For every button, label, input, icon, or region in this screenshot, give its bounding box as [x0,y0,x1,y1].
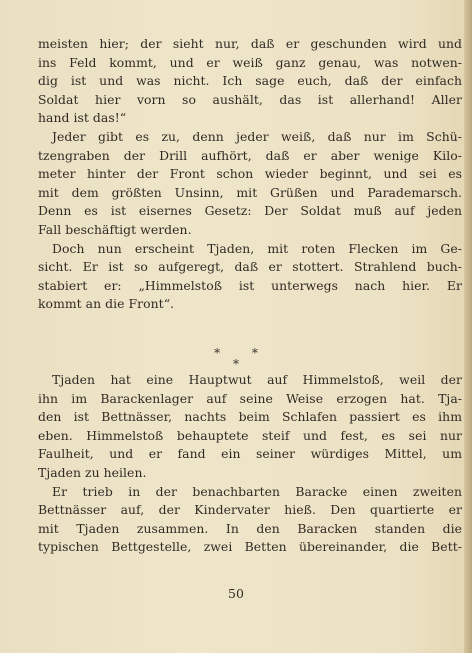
text-line: ins Feld kommt, und er weiß ganz genau, was notwen- [38,54,462,70]
text-line: ihn im Barackenlager auf seine Weise erzogen hat. Tja- [38,390,462,406]
text-line: Bettnässer auf, der Kindervater hieß. Den quartierte er [38,502,462,518]
asterism-row: * * [214,346,272,360]
text-block-bottom [38,371,462,557]
text-block-top [38,35,462,314]
text-line: Soldat hier vorn so aushält, das ist allerhand! Aller [38,91,462,107]
text-line: Tjaden zu heilen. [38,464,147,480]
page-number: 50 [228,586,244,601]
book-spine-shadow [464,0,472,653]
text-line: Denn es ist eisernes Gesetz: Der Soldat muß auf jeden [38,203,462,219]
text-line: dig ist und was nicht. Ich sage euch, daß der einfach [38,73,462,89]
text-line: meisten hier; der sieht nur, daß er geschunden wird und [38,36,462,51]
section-break-asterism [0,348,472,370]
text-line: meter hinter der Front schon wieder beginnt, und sei es [38,166,462,182]
asterism-row: * [233,357,239,371]
text-line: mit Tjaden zusammen. In den Baracken standen die [38,520,462,536]
text-line: Er trieb in der benachbarten Baracke einen zweiten [52,483,462,499]
text-line: sicht. Er ist so aufgeregt, daß er stottert. Strahlend buch- [38,259,462,275]
text-line: tzengraben der Drill aufhört, daß er aber wenige Kilo- [38,147,462,163]
text-line: Tjaden hat eine Hauptwut auf Himmelstoß, weil der [52,372,462,387]
text-line: Jeder gibt es zu, denn jeder weiß, daß nur im Schü- [52,128,462,144]
text-line: Faulheit, und er fand ein seiner würdiges Mittel, um [38,446,462,462]
text-line: stabiert er: „Himmelstoß ist unterwegs nach hier. Er [38,277,462,293]
text-line: Doch nun erscheint Tjaden, mit roten Flecken im Ge- [52,240,462,256]
text-line: typischen Bettgestelle, zwei Betten übereinander, die Bett- [38,539,462,555]
text-line: den ist Bettnässer, nachts beim Schlafen passiert es ihm [38,409,462,425]
text-line: kommt an die Front“. [38,296,175,312]
text-line: eben. Himmelstoß behauptete steif und fest, es sei nur [38,427,462,443]
text-line: Fall beschäftigt werden. [38,221,192,237]
text-line: mit dem größten Unsinn, mit Grüßen und Parademarsch. [38,184,462,200]
text-line: hand ist das!“ [38,110,127,126]
